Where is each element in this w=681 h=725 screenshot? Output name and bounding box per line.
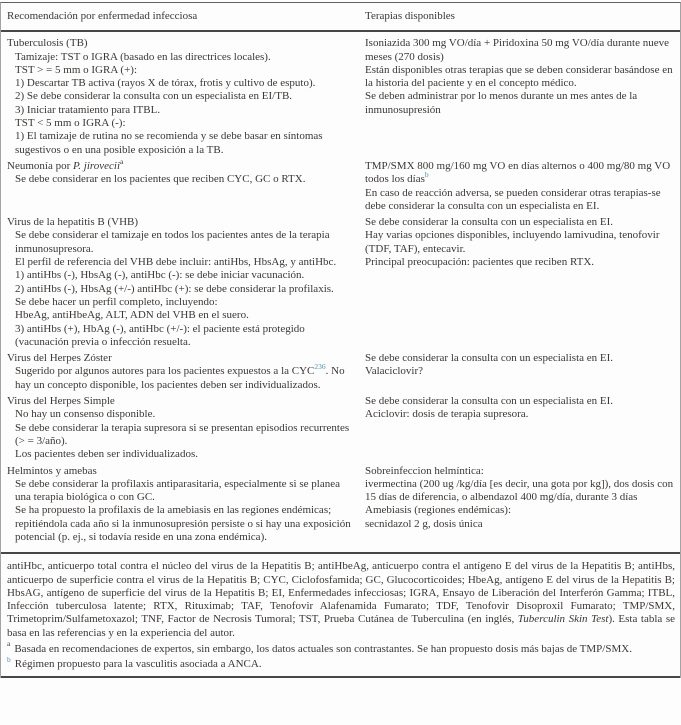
text-segment: Se deben administrar por lo menos durante un mes antes de la inmunosupresión xyxy=(365,90,638,116)
text-segment: TMP/SMX 800 mg/160 mg VO en días alternos o 400 mg/80 mg VO todos los días xyxy=(365,159,671,186)
citation-superscript-link[interactable]: b xyxy=(424,170,429,180)
footnote-marker-superscript: a xyxy=(120,156,124,166)
disease-cell-herpes-zoster xyxy=(1,352,365,392)
therapy-line xyxy=(365,160,674,187)
therapy-line xyxy=(365,256,674,269)
recommendation-line xyxy=(7,408,353,421)
text-segment: Virus del Herpes Simple xyxy=(7,395,115,408)
text-segment: Se debe considerar en los pacientes que reciben CYC, GC o RTX. xyxy=(15,173,306,186)
text-segment: Isoniazida 300 mg VO/día + Piridoxina 50 mg VO/día durante nueve meses (270 dosis) xyxy=(365,37,669,63)
footnote-b xyxy=(7,655,675,671)
text-segment: 3) Iniciar tratamiento para ITBL. xyxy=(15,103,161,116)
therapy-cell-herpes-simple xyxy=(365,395,680,422)
text-segment: Neumonía por xyxy=(7,159,73,172)
column-header-recommendation: Recomendación por enfermedad infecciosa xyxy=(7,10,198,22)
disease-title-neumonia-p-jirovecii xyxy=(7,156,353,173)
recommendation-line xyxy=(7,256,353,269)
text-segment: Los pacientes deben ser individualizados. xyxy=(15,448,198,461)
text-segment: En caso de reacción adversa, se pueden considerar otras terapias-se debe considerar la consulta con un especialista en EI. xyxy=(365,186,661,212)
disease-title-helmintos-amebas xyxy=(7,465,353,478)
recommendation-line xyxy=(7,478,353,505)
text-segment: Se debe hacer un perfil completo, incluyendo: xyxy=(15,295,218,308)
therapy-line xyxy=(365,187,674,214)
recommendation-line xyxy=(7,504,353,544)
therapy-line xyxy=(365,395,674,408)
text-segment: Se debe considerar la consulta con un especialista en EI. xyxy=(365,352,614,365)
disease-title-herpes-zoster xyxy=(7,352,353,365)
text-segment: Aciclovir: dosis de terapia supresora. xyxy=(365,408,529,421)
column-header-therapies: Terapias disponibles xyxy=(365,10,455,22)
text-segment: 1) Descartar TB activa (rayos X de tórax, frotis y cultivo de esputo). xyxy=(15,77,316,90)
text-segment: Sobreinfeccion helmíntica: xyxy=(365,464,484,477)
text-segment: Amebiasis (regiones endémicas): xyxy=(365,504,512,517)
disease-cell-herpes-simple xyxy=(1,395,365,461)
footnote-text: Basada en recomendaciones de expertos, sin embargo, los datos actuales son contrastantes. Se han propuesto dosis más bajas de TMP/SMX. xyxy=(14,642,632,655)
text-segment: ). Esta tabla se basa en las referencias y en la experiencia del autor. xyxy=(7,613,675,639)
text-segment: 3) antiHbs (+), HbAg (-), antiHbc (+/-): el paciente está protegido (vacunación previa o infección resuelta. xyxy=(15,322,305,348)
recommendation-line xyxy=(7,90,353,103)
text-segment: . No hay un concepto disponible, los pacientes deben ser individualizados. xyxy=(15,365,345,391)
text-segment: Principal preocupación: pacientes que reciben RTX. xyxy=(365,256,595,269)
recommendation-line xyxy=(7,173,353,186)
table-footnotes xyxy=(1,554,680,677)
therapy-cell-tuberculosis xyxy=(365,37,680,117)
recommendation-line xyxy=(7,229,353,256)
text-segment: No hay un consenso disponible. xyxy=(15,408,156,421)
disease-title-tuberculosis xyxy=(7,37,353,50)
therapy-line xyxy=(365,229,674,256)
recommendation-line xyxy=(7,323,353,350)
disease-cell-neumonia-p-jirovecii xyxy=(1,156,365,187)
text-segment: ivermectina (200 ug /kg/día [es decir, una gota por kg]), dos dosis con 15 días de diferencia, o albendazol 400 mg/día, durante 3 días xyxy=(365,477,674,504)
therapy-line xyxy=(365,504,674,517)
text-segment: Tuberculosis (TB) xyxy=(7,37,88,50)
text-segment: TST < 5 mm o IGRA (-): xyxy=(15,117,126,130)
text-segment: Virus del Herpes Zóster xyxy=(7,352,112,365)
text-segment: Tamizaje: TST o IGRA (basado en las directrices locales). xyxy=(15,50,271,63)
recommendation-line xyxy=(7,448,353,461)
recommendation-line xyxy=(7,130,353,157)
recommendation-line xyxy=(7,77,353,90)
therapy-line xyxy=(365,478,674,505)
italic-text: Tuberculin Skin Test xyxy=(517,613,609,626)
therapy-line xyxy=(365,64,674,91)
recommendation-line xyxy=(7,117,353,130)
text-segment: HbeAg, antiHbeAg, ALT, ADN del VHB en el suero. xyxy=(15,309,249,322)
text-segment: Helmintos y amebas xyxy=(7,464,97,477)
footnote-marker-b: b xyxy=(7,655,11,665)
text-segment: TST > = 5 mm o IGRA (+): xyxy=(15,63,137,76)
text-segment: Se ha propuesto la profilaxis de la amebiasis en las regiones endémicas; repitiéndola cada año si la inmunosupresión persiste o si hay una exposición potencial (p. ej., si todavía reside en una zona endémica). xyxy=(15,504,351,543)
table-frame xyxy=(0,2,681,678)
table-body xyxy=(1,32,680,554)
recommendation-line xyxy=(7,296,353,309)
text-segment: 2) antiHbs (-), HbsAg (+/-) antiHbc (+): se debe considerar la profilaxis. xyxy=(15,282,334,295)
text-segment: 1) antiHbs (-), HbsAg (-), antiHbc (-): se debe iniciar vacunación. xyxy=(15,269,305,282)
disease-title-herpes-simple xyxy=(7,395,353,408)
disease-title-hepatitis-b xyxy=(7,216,353,229)
recommendation-line xyxy=(7,283,353,296)
text-segment: secnidazol 2 g, dosis única xyxy=(365,517,483,530)
abbreviations-text xyxy=(7,560,675,640)
text-segment: 2) Se debe considerar la consulta con un especialista en EI/TB. xyxy=(15,90,293,103)
text-segment: Virus de la hepatitis B (VHB) xyxy=(7,216,139,229)
therapy-cell-hepatitis-b xyxy=(365,216,680,269)
therapy-line xyxy=(365,365,674,378)
text-segment: El perfil de referencia del VHB debe incluir: antiHbs, HbsAg, y antiHbc. xyxy=(15,256,337,269)
therapy-line xyxy=(365,216,674,229)
recommendation-line xyxy=(7,269,353,282)
therapy-line xyxy=(365,352,674,365)
therapy-cell-helmintos-amebas xyxy=(365,465,680,531)
disease-cell-tuberculosis xyxy=(1,37,365,157)
text-segment: Se debe considerar la consulta con un especialista en EI. xyxy=(365,216,614,229)
footnote-list xyxy=(7,639,675,672)
text-segment: 1) El tamizaje de rutina no se recomienda y se debe basar en síntomas sugestivos o en una posible exposición a la TB. xyxy=(15,130,323,156)
footnote-a xyxy=(7,639,675,656)
text-segment: antiHbc, anticuerpo total contra el núcleo del virus de la Hepatitis B; antiHbeAg, anticuerpo contra el antígeno E del virus de la Hepatitis B; antiHbs, anticuerpo de superficie contra el virus de la Hepatitis B; CYC, Ciclofosfamida; GC, Glucocorticoides; HbeAg, antígeno E del virus de la Hepatitis B; HbsAG, antígeno de superficie del virus de la Hepatitis B; EI, Enfermedades infecciosas; IGRA, Ensayo de Liberación del Interferón Gamma; ITBL, Infección tuberculosa latente; RTX, Rituximab; TAF, Tenofovir Alafenamida Fumarato; TDF, Tenofovir Disoproxil Fumarato; TMP/SMX, Trimetoprim/Sulfametoxazol; TNF, Factor de Necrosis Tumoral; TST, Prueba Cutánea de Tuberculina (en inglés, xyxy=(7,560,675,626)
table-header-row xyxy=(1,3,680,32)
text-segment: Se debe considerar el tamizaje en todos los pacientes antes de la terapia inmunosupresora. xyxy=(15,229,330,255)
recommendation-line xyxy=(7,362,353,392)
therapy-line xyxy=(365,518,674,531)
citation-superscript-link[interactable]: 236 xyxy=(314,362,326,372)
text-segment: Se debe considerar la terapia supresora si se presentan episodios recurrentes (> = 3/año). xyxy=(15,421,350,447)
therapy-line xyxy=(365,37,674,64)
therapy-line xyxy=(365,90,674,117)
text-segment: Están disponibles otras terapias que se deben considerar basándose en la historia del paciente y en el concepto médico. xyxy=(365,63,673,90)
recommendation-line xyxy=(7,64,353,77)
text-segment: Sugerido por algunos autores para los pacientes expuestos a la CYC xyxy=(15,365,315,378)
therapy-line xyxy=(365,408,674,421)
disease-cell-helmintos-amebas xyxy=(1,465,365,545)
recommendation-line xyxy=(7,104,353,117)
therapy-line xyxy=(365,465,674,478)
text-segment: Valaciclovir? xyxy=(365,365,424,378)
therapy-cell-herpes-zoster xyxy=(365,352,680,379)
footnote-text: Régimen propuesto para la vasculitis asociada a ANCA. xyxy=(14,658,262,671)
disease-cell-hepatitis-b xyxy=(1,216,365,349)
text-segment: Hay varias opciones disponibles, incluyendo lamivudina, tenofovir (TDF, TAF), entecavir. xyxy=(365,229,660,255)
text-segment: Se debe considerar la profilaxis antiparasitaria, especialmente si se planea una terapia biológica o con GC. xyxy=(15,477,340,504)
recommendation-line xyxy=(7,51,353,64)
footnote-marker-a: a xyxy=(7,639,11,649)
therapy-cell-neumonia-p-jirovecii xyxy=(365,160,680,213)
recommendation-line xyxy=(7,309,353,322)
italic-text: P. jirovecii xyxy=(72,159,121,172)
recommendation-line xyxy=(7,422,353,449)
text-segment: Se debe considerar la consulta con un especialista en EI. xyxy=(365,395,614,408)
